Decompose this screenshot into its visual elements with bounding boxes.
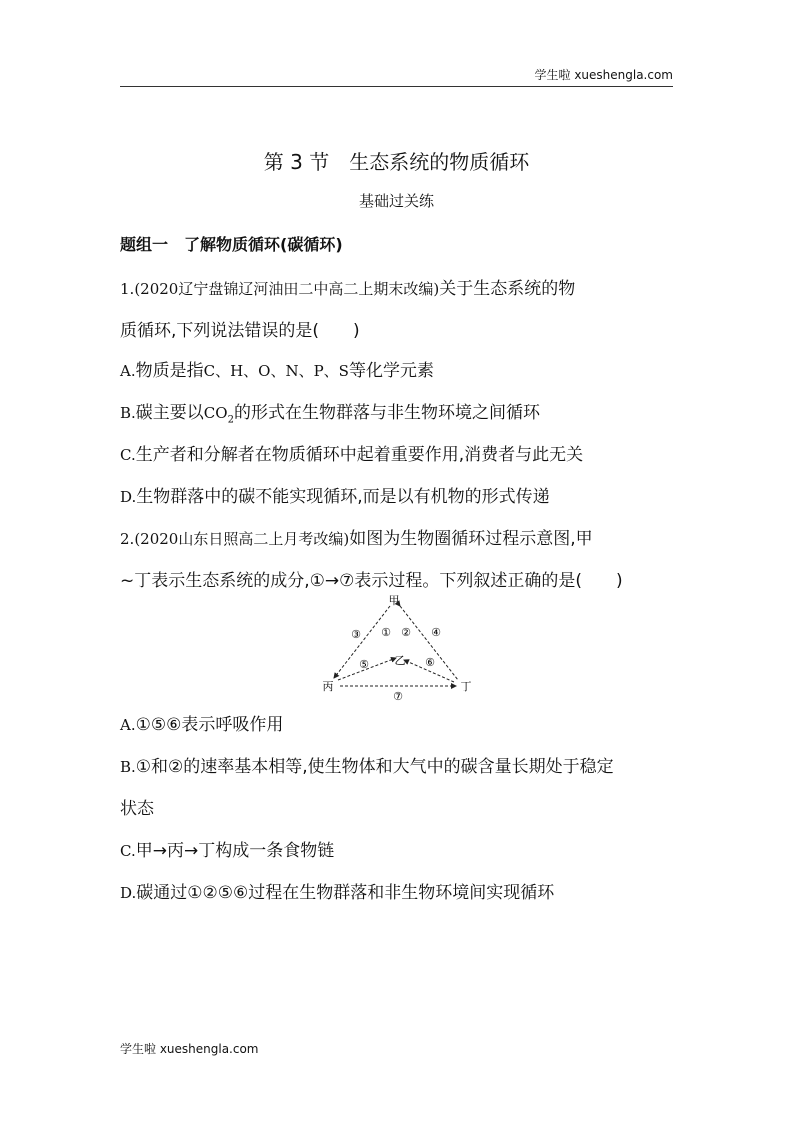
option-elements: C、H、O、N、P、S bbox=[203, 362, 349, 380]
option-text: ①和②的速率基本相等,使生物体和大气中的碳含量长期处于稳定 bbox=[135, 757, 614, 777]
q2-option-c bbox=[120, 836, 334, 861]
q1-option-a bbox=[120, 356, 434, 381]
node-center: 乙 bbox=[394, 654, 406, 667]
q1-source: (2020辽宁盘锦辽河油田二中高二上期末改编) bbox=[134, 280, 440, 298]
q2-number: 2. bbox=[120, 530, 135, 548]
option-letter: B. bbox=[120, 758, 136, 776]
footer-site: 学生啦 xueshengla.com bbox=[120, 1042, 259, 1056]
option-letter: D. bbox=[120, 488, 137, 506]
label-6: ⑥ bbox=[425, 656, 435, 669]
label-7: ⑦ bbox=[393, 690, 403, 703]
q1-option-d bbox=[120, 482, 550, 507]
option-text: 状态 bbox=[120, 799, 154, 819]
option-letter: D. bbox=[120, 884, 137, 902]
q2-option-b bbox=[120, 752, 614, 777]
option-text: 碳主要以 bbox=[135, 403, 204, 423]
option-text: ①⑤⑥表示呼吸作用 bbox=[135, 715, 284, 735]
label-1: ① bbox=[381, 626, 391, 639]
option-text: 甲→丙→丁构成一条食物链 bbox=[135, 841, 335, 861]
label-3: ③ bbox=[351, 628, 361, 641]
q2-option-d bbox=[120, 878, 554, 903]
q1-number: 1. bbox=[120, 280, 135, 298]
option-text: 碳通过①②⑤⑥过程在生物群落和非生物环境间实现循环 bbox=[136, 883, 555, 903]
q2-stem-line1 bbox=[120, 524, 593, 549]
q2-source: (2020山东日照高二上月考改编) bbox=[134, 530, 350, 548]
q2-option-b-cont bbox=[120, 794, 154, 819]
q2-option-a bbox=[120, 710, 283, 735]
option-text: 物质是指 bbox=[135, 361, 204, 381]
option-letter: A. bbox=[120, 716, 136, 734]
option-text: 等化学元素 bbox=[348, 361, 434, 381]
q2-stem-a: 如图为生物圈循环过程示意图,甲 bbox=[349, 529, 593, 549]
header-divider bbox=[120, 86, 673, 87]
option-letter: A. bbox=[120, 362, 136, 380]
section-heading: 题组一 了解物质循环(碳循环) bbox=[120, 235, 343, 254]
carbon-cycle-diagram bbox=[318, 592, 478, 704]
label-4: ④ bbox=[431, 626, 441, 639]
chem-formula: CO bbox=[203, 404, 228, 422]
option-text: 的形式在生物群落与非生物环境之间循环 bbox=[233, 403, 540, 423]
option-letter: B. bbox=[120, 404, 136, 422]
q1-option-b bbox=[120, 398, 540, 425]
option-letter: C. bbox=[120, 842, 136, 860]
q1-stem-line1 bbox=[120, 274, 575, 299]
page-title: 第 3 节 生态系统的物质循环 bbox=[263, 150, 530, 174]
option-text: 生物群落中的碳不能实现循环,而是以有机物的形式传递 bbox=[136, 487, 550, 507]
label-5: ⑤ bbox=[359, 658, 369, 671]
node-top: 甲 bbox=[388, 594, 400, 607]
q2-stem-line2: ~丁表示生态系统的成分,①→⑦表示过程。下列叙述正确的是( ) bbox=[120, 571, 623, 591]
option-letter: C. bbox=[120, 446, 136, 464]
node-left: 丙 bbox=[322, 680, 334, 693]
option-text: 生产者和分解者在物质循环中起着重要作用,消费者与此无关 bbox=[135, 445, 584, 465]
q1-stem-a: 关于生态系统的物 bbox=[439, 279, 576, 299]
page-subtitle: 基础过关练 bbox=[358, 192, 434, 210]
node-right: 丁 bbox=[460, 680, 472, 693]
label-2: ② bbox=[401, 626, 411, 639]
chem-subscript: 2 bbox=[227, 414, 234, 426]
q1-stem-line2: 质循环,下列说法错误的是( ) bbox=[120, 321, 360, 341]
header-site: 学生啦 xueshengla.com bbox=[534, 68, 673, 82]
q1-option-c bbox=[120, 440, 583, 465]
